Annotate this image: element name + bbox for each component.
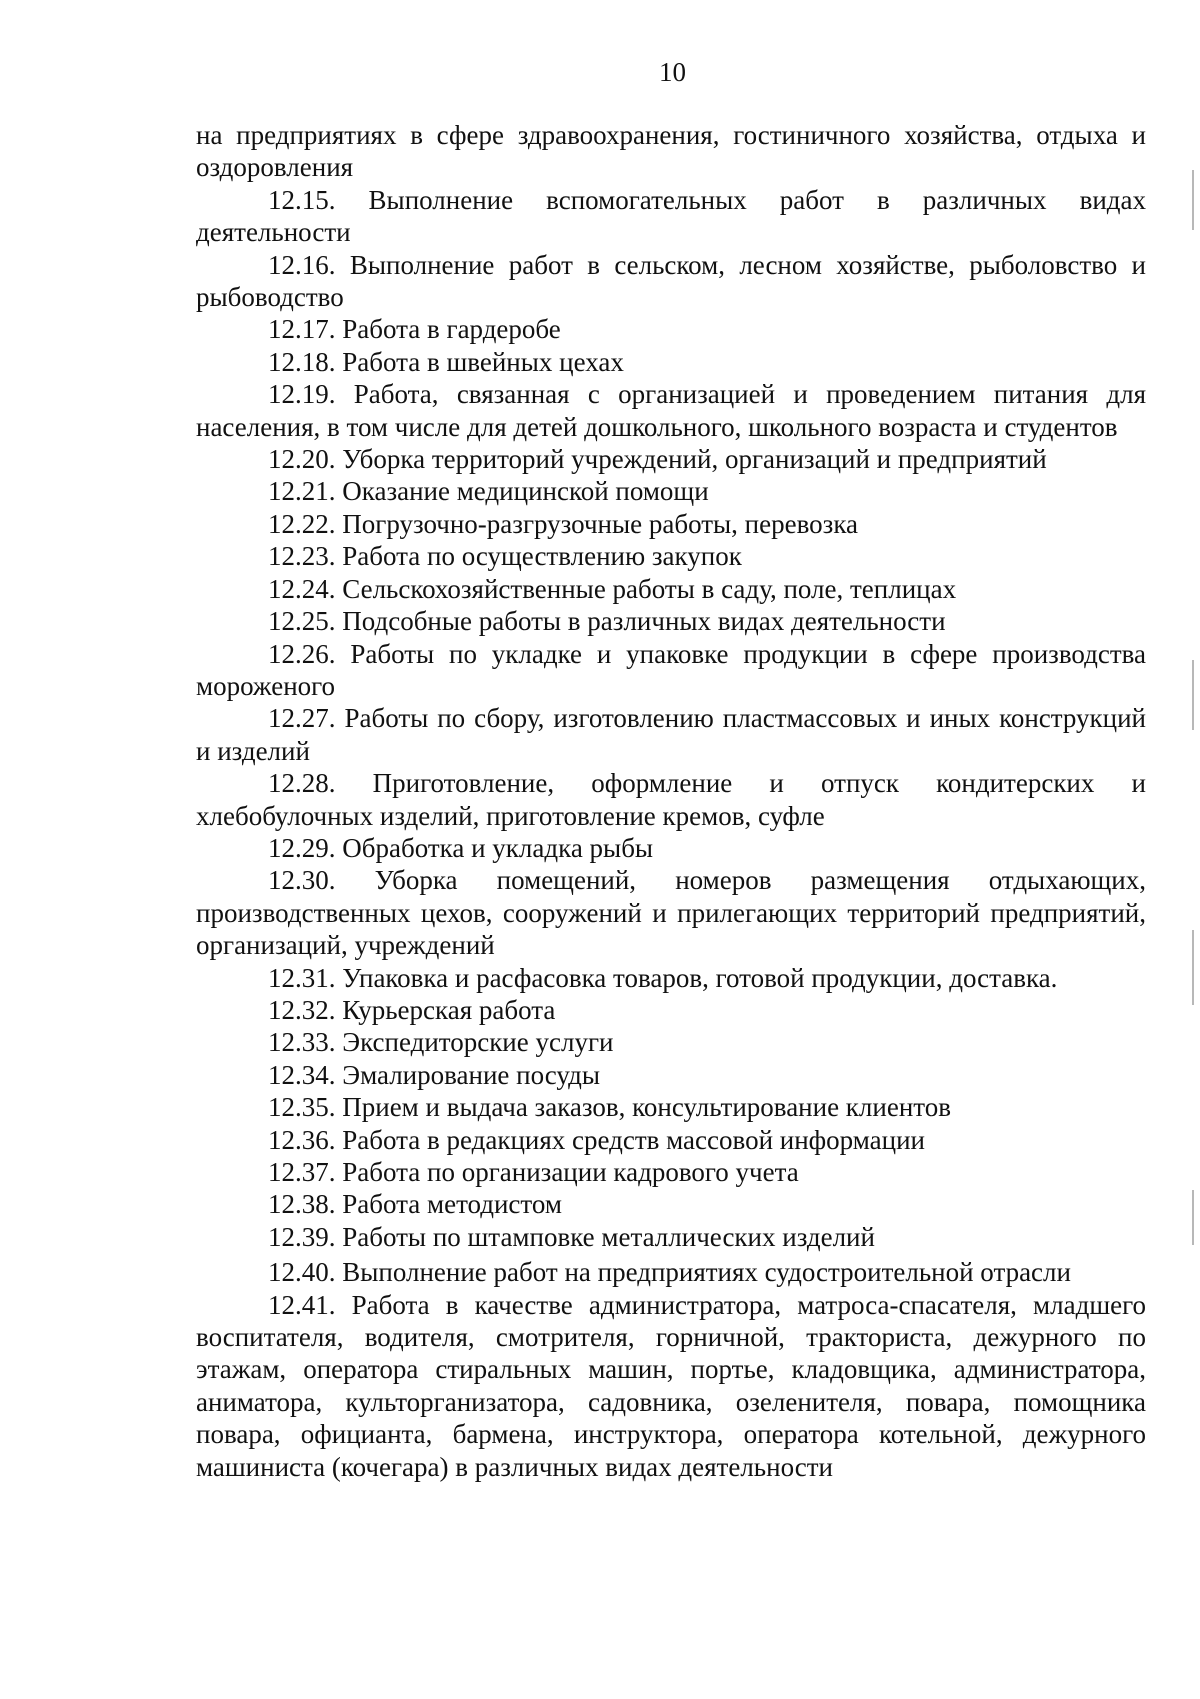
list-item: 12.20. Уборка территорий учреждений, организаций и предприятий	[268, 444, 1047, 475]
list-item: 12.25. Подсобные работы в различных видах деятельности	[268, 606, 946, 637]
scan-edge-mark	[1192, 660, 1194, 730]
list-item: 12.23. Работа по осуществлению закупок	[268, 541, 742, 572]
list-item: 12.38. Работа методистом	[268, 1189, 562, 1220]
scan-edge-mark	[1192, 1190, 1194, 1245]
list-item: 12.24. Сельскохозяйственные работы в саду, поле, теплицах	[268, 573, 957, 604]
list-item: 12.17. Работа в гардеробе	[268, 314, 561, 345]
list-item: 12.21. Оказание медицинской помощи	[268, 476, 709, 507]
list-item: 12.30. Уборка помещений, номеров размещения отдыхающих, производственных цехов, сооружений и прилегающих территорий предприятий, организаций, учреждений	[196, 865, 1146, 961]
list-item: 12.32. Курьерская работа	[268, 994, 556, 1025]
list-item: 12.18. Работа в швейных цехах	[268, 346, 624, 377]
list-item: 12.15. Выполнение вспомогательных работ в различных видах деятельности	[196, 184, 1146, 248]
list-item: 12.22. Погрузочно-разгрузочные работы, перевозка	[268, 508, 859, 539]
list-item: 12.41. Работа в качестве администратора, матроса-спасателя, младшего воспитателя, водителя, смотрителя, горничной, тракториста, дежурного по этажам, оператора стиральных машин, портье, кладовщика, администратора, аниматора, культорганизатора, садовника, озеленителя, повара, помощника повара, официанта, бармена, инструктора, оператора котельной, дежурного машиниста (кочегара) в различных видах деятельности	[196, 1289, 1146, 1482]
list-item: 12.40. Выполнение работ на предприятиях судостроительной отрасли	[268, 1257, 1071, 1288]
list-item: 12.28. Приготовление, оформление и отпуск кондитерских и хлебобулочных изделий, приготовление кремов, суфле	[196, 768, 1146, 831]
paragraph-continuation: на предприятиях в сфере здравоохранения, гостиничного хозяйства, отдыха и оздоровления	[196, 120, 1146, 183]
list-item: 12.37. Работа по организации кадрового учета	[268, 1157, 799, 1187]
scan-edge-mark	[1192, 170, 1194, 230]
list-item: 12.39. Работы по штамповке металлических изделий	[268, 1221, 875, 1252]
list-item: 12.31. Упаковка и расфасовка товаров, готовой продукции, доставка.	[268, 962, 1058, 993]
list-item: 12.27. Работы по сбору, изготовлению пластмассовых и иных конструкций и изделий	[196, 703, 1146, 766]
list-item: 12.35. Прием и выдача заказов, консультирование клиентов	[268, 1092, 951, 1123]
list-item: 12.29. Обработка и укладка рыбы	[268, 832, 654, 863]
list-item: 12.34. Эмалирование посуды	[268, 1059, 601, 1090]
list-item: 12.19. Работа, связанная с организацией и проведением питания для населения, в том числе для детей дошкольного, школьного возраста и студентов	[196, 379, 1146, 442]
list-item: 12.33. Экспедиторские услуги	[268, 1027, 614, 1058]
list-item: 12.16. Выполнение работ в сельском, лесном хозяйстве, рыболовство и рыбоводство	[196, 249, 1146, 313]
list-item: 12.36. Работа в редакциях средств массовой информации	[268, 1124, 925, 1155]
page-number: 10	[659, 57, 686, 87]
list-item: 12.26. Работы по укладке и упаковке продукции в сфере производства мороженого	[196, 638, 1146, 701]
scan-edge-mark	[1192, 930, 1194, 1005]
document-body	[196, 119, 1146, 1483]
